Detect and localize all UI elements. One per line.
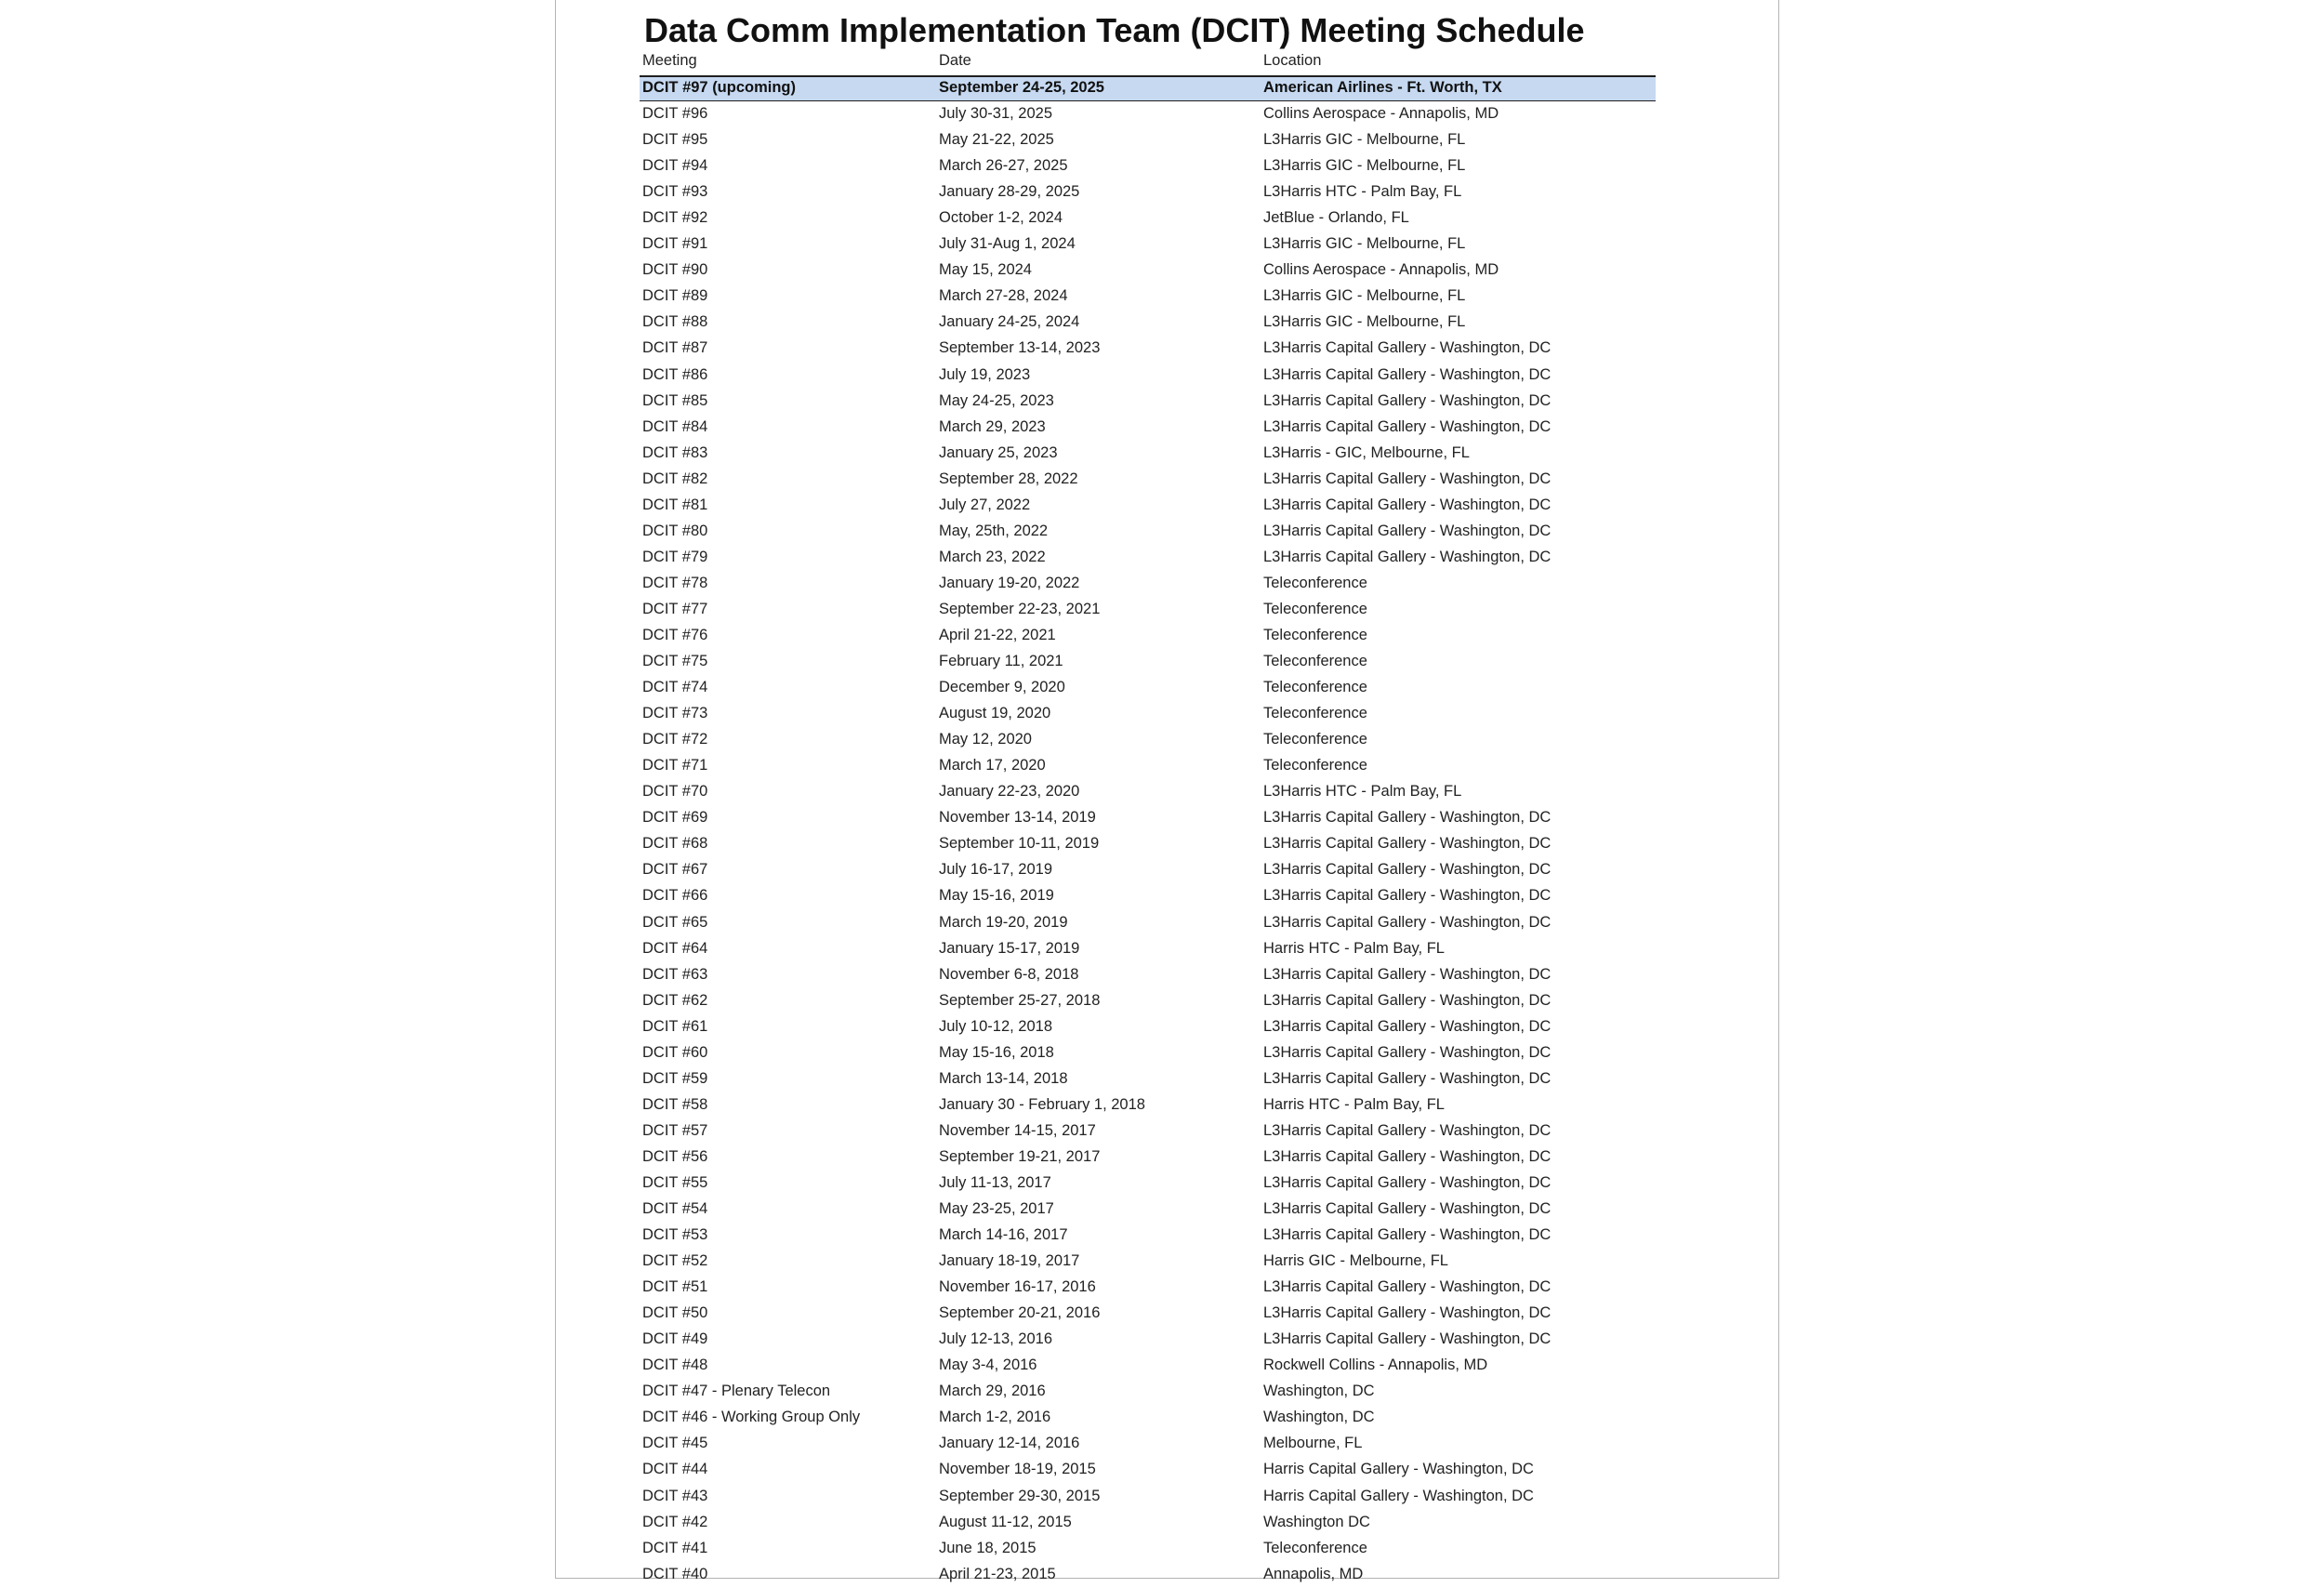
location-cell: L3Harris - GIC, Melbourne, FL bbox=[1263, 443, 1470, 461]
meeting-cell: DCIT #62 bbox=[642, 991, 708, 1009]
table-row bbox=[640, 232, 1656, 258]
table-row bbox=[640, 649, 1656, 675]
column-header-meeting: Meeting bbox=[642, 52, 697, 69]
meeting-cell: DCIT #53 bbox=[642, 1226, 708, 1244]
location-cell: L3Harris Capital Gallery - Washington, DC bbox=[1263, 496, 1552, 513]
location-cell: L3Harris Capital Gallery - Washington, DC bbox=[1263, 1069, 1552, 1087]
date-cell: November 16-17, 2016 bbox=[939, 1278, 1096, 1296]
date-cell: January 15-17, 2019 bbox=[939, 939, 1080, 957]
meeting-cell: DCIT #54 bbox=[642, 1200, 708, 1218]
meeting-cell: DCIT #42 bbox=[642, 1513, 708, 1530]
location-cell: L3Harris GIC - Melbourne, FL bbox=[1263, 313, 1466, 331]
location-cell: American Airlines - Ft. Worth, TX bbox=[1263, 79, 1502, 96]
date-cell: September 28, 2022 bbox=[939, 470, 1078, 487]
table-row bbox=[640, 284, 1656, 310]
location-cell: L3Harris Capital Gallery - Washington, DC bbox=[1263, 365, 1552, 383]
date-cell: May, 25th, 2022 bbox=[939, 522, 1049, 539]
date-cell: November 18-19, 2015 bbox=[939, 1461, 1096, 1478]
location-cell: Teleconference bbox=[1263, 705, 1367, 722]
date-cell: July 27, 2022 bbox=[939, 496, 1031, 513]
meeting-cell: DCIT #64 bbox=[642, 939, 708, 957]
location-cell: L3Harris GIC - Melbourne, FL bbox=[1263, 235, 1466, 253]
location-cell: Teleconference bbox=[1263, 653, 1367, 670]
meeting-cell: DCIT #76 bbox=[642, 626, 708, 643]
location-cell: Collins Aerospace - Annapolis, MD bbox=[1263, 105, 1499, 123]
meeting-cell: DCIT #90 bbox=[642, 261, 708, 279]
table-row bbox=[640, 1353, 1656, 1379]
location-cell: L3Harris HTC - Palm Bay, FL bbox=[1263, 183, 1462, 201]
meeting-cell: DCIT #49 bbox=[642, 1330, 708, 1348]
meeting-cell: DCIT #59 bbox=[642, 1069, 708, 1087]
date-cell: May 3-4, 2016 bbox=[939, 1356, 1037, 1374]
date-cell: September 20-21, 2016 bbox=[939, 1304, 1101, 1322]
table-row bbox=[640, 883, 1656, 909]
location-cell: Harris Capital Gallery - Washington, DC bbox=[1263, 1461, 1534, 1478]
location-cell: L3Harris Capital Gallery - Washington, DC bbox=[1263, 965, 1552, 983]
date-cell: July 16-17, 2019 bbox=[939, 861, 1053, 879]
table-row bbox=[640, 467, 1656, 493]
location-cell: L3Harris Capital Gallery - Washington, DC bbox=[1263, 1043, 1552, 1061]
meeting-cell: DCIT #77 bbox=[642, 600, 708, 617]
date-cell: March 19-20, 2019 bbox=[939, 913, 1068, 931]
meeting-cell: DCIT #95 bbox=[642, 131, 708, 149]
table-row bbox=[640, 1457, 1656, 1483]
date-cell: August 19, 2020 bbox=[939, 705, 1051, 722]
table-row bbox=[640, 936, 1656, 962]
meeting-cell: DCIT #86 bbox=[642, 365, 708, 383]
table-row bbox=[640, 597, 1656, 623]
table-row-upcoming bbox=[640, 75, 1656, 101]
location-cell: L3Harris Capital Gallery - Washington, DC bbox=[1263, 391, 1552, 409]
date-cell: March 1-2, 2016 bbox=[939, 1409, 1051, 1426]
meeting-cell: DCIT #79 bbox=[642, 548, 708, 565]
meeting-cell: DCIT #45 bbox=[642, 1435, 708, 1452]
location-cell: Annapolis, MD bbox=[1263, 1565, 1364, 1582]
meeting-cell: DCIT #48 bbox=[642, 1356, 708, 1374]
location-cell: L3Harris Capital Gallery - Washington, DC bbox=[1263, 1017, 1552, 1035]
table-row bbox=[640, 1405, 1656, 1431]
meeting-cell: DCIT #75 bbox=[642, 653, 708, 670]
table-row bbox=[640, 519, 1656, 545]
location-cell: L3Harris Capital Gallery - Washington, DC bbox=[1263, 417, 1552, 435]
date-cell: March 17, 2020 bbox=[939, 757, 1046, 774]
date-cell: January 19-20, 2022 bbox=[939, 574, 1080, 591]
meeting-cell: DCIT #84 bbox=[642, 417, 708, 435]
location-cell: L3Harris Capital Gallery - Washington, DC bbox=[1263, 809, 1552, 827]
location-cell: L3Harris GIC - Melbourne, FL bbox=[1263, 287, 1466, 305]
meeting-cell: DCIT #89 bbox=[642, 287, 708, 305]
location-cell: L3Harris Capital Gallery - Washington, DC bbox=[1263, 470, 1552, 487]
date-cell: April 21-23, 2015 bbox=[939, 1565, 1056, 1582]
table-row bbox=[640, 101, 1656, 127]
date-cell: March 29, 2023 bbox=[939, 417, 1046, 435]
meeting-cell: DCIT #82 bbox=[642, 470, 708, 487]
location-cell: Harris HTC - Palm Bay, FL bbox=[1263, 1095, 1445, 1113]
date-cell: September 10-11, 2019 bbox=[939, 835, 1100, 853]
meeting-cell: DCIT #55 bbox=[642, 1173, 708, 1191]
table-row bbox=[640, 179, 1656, 205]
table-row bbox=[640, 545, 1656, 571]
table-row bbox=[640, 1066, 1656, 1092]
table-row bbox=[640, 1536, 1656, 1562]
table-row bbox=[640, 623, 1656, 649]
table-row bbox=[640, 153, 1656, 179]
date-cell: March 13-14, 2018 bbox=[939, 1069, 1068, 1087]
meeting-cell: DCIT #56 bbox=[642, 1147, 708, 1165]
date-cell: January 24-25, 2024 bbox=[939, 313, 1080, 331]
meeting-cell: DCIT #73 bbox=[642, 705, 708, 722]
date-cell: September 13-14, 2023 bbox=[939, 339, 1101, 357]
location-cell: Teleconference bbox=[1263, 574, 1367, 591]
table-row bbox=[640, 701, 1656, 727]
meeting-cell: DCIT #50 bbox=[642, 1304, 708, 1322]
meeting-cell: DCIT #72 bbox=[642, 731, 708, 748]
date-cell: March 27-28, 2024 bbox=[939, 287, 1068, 305]
location-cell: Harris Capital Gallery - Washington, DC bbox=[1263, 1487, 1534, 1504]
table-row bbox=[640, 779, 1656, 805]
date-cell: May 23-25, 2017 bbox=[939, 1200, 1054, 1218]
date-cell: November 13-14, 2019 bbox=[939, 809, 1096, 827]
location-cell: L3Harris Capital Gallery - Washington, DC bbox=[1263, 991, 1552, 1009]
meeting-cell: DCIT #93 bbox=[642, 183, 708, 201]
table-row bbox=[640, 727, 1656, 753]
meeting-cell: DCIT #83 bbox=[642, 443, 708, 461]
date-cell: March 26-27, 2025 bbox=[939, 157, 1068, 175]
meeting-cell: DCIT #47 - Plenary Telecon bbox=[642, 1383, 831, 1400]
meeting-cell: DCIT #88 bbox=[642, 313, 708, 331]
location-cell: L3Harris Capital Gallery - Washington, DC bbox=[1263, 835, 1552, 853]
table-row bbox=[640, 1223, 1656, 1249]
table-row bbox=[640, 1562, 1656, 1588]
table-row bbox=[640, 1379, 1656, 1405]
location-cell: JetBlue - Orlando, FL bbox=[1263, 209, 1409, 227]
location-cell: L3Harris GIC - Melbourne, FL bbox=[1263, 131, 1466, 149]
location-cell: L3Harris Capital Gallery - Washington, DC bbox=[1263, 887, 1552, 905]
date-cell: June 18, 2015 bbox=[939, 1539, 1037, 1556]
date-cell: January 22-23, 2020 bbox=[939, 783, 1080, 801]
meeting-cell: DCIT #70 bbox=[642, 783, 708, 801]
table-row bbox=[640, 363, 1656, 389]
meeting-cell: DCIT #96 bbox=[642, 105, 708, 123]
location-cell: L3Harris Capital Gallery - Washington, DC bbox=[1263, 1147, 1552, 1165]
date-cell: April 21-22, 2021 bbox=[939, 626, 1056, 643]
location-cell: L3Harris Capital Gallery - Washington, DC bbox=[1263, 1226, 1552, 1244]
location-cell: L3Harris Capital Gallery - Washington, DC bbox=[1263, 522, 1552, 539]
date-cell: July 30-31, 2025 bbox=[939, 105, 1053, 123]
meeting-cell: DCIT #68 bbox=[642, 835, 708, 853]
table-row bbox=[640, 1275, 1656, 1301]
location-cell: Teleconference bbox=[1263, 731, 1367, 748]
date-cell: September 22-23, 2021 bbox=[939, 600, 1101, 617]
date-cell: September 25-27, 2018 bbox=[939, 991, 1101, 1009]
table-row bbox=[640, 962, 1656, 988]
meeting-cell: DCIT #65 bbox=[642, 913, 708, 931]
table-row bbox=[640, 1431, 1656, 1457]
location-cell: L3Harris Capital Gallery - Washington, DC bbox=[1263, 1330, 1552, 1348]
date-cell: July 19, 2023 bbox=[939, 365, 1031, 383]
meeting-cell: DCIT #51 bbox=[642, 1278, 708, 1296]
table-row bbox=[640, 1040, 1656, 1066]
meeting-list bbox=[640, 75, 1656, 1588]
location-cell: L3Harris Capital Gallery - Washington, DC bbox=[1263, 548, 1552, 565]
meeting-cell: DCIT #92 bbox=[642, 209, 708, 227]
table-row bbox=[640, 753, 1656, 779]
table-row bbox=[640, 310, 1656, 336]
date-cell: September 24-25, 2025 bbox=[939, 79, 1104, 96]
table-row bbox=[640, 857, 1656, 883]
location-cell: Teleconference bbox=[1263, 1539, 1367, 1556]
date-cell: January 12-14, 2016 bbox=[939, 1435, 1080, 1452]
date-cell: March 14-16, 2017 bbox=[939, 1226, 1068, 1244]
schedule-page bbox=[555, 0, 1779, 1582]
table-row bbox=[640, 415, 1656, 441]
date-cell: July 12-13, 2016 bbox=[939, 1330, 1053, 1348]
location-cell: L3Harris Capital Gallery - Washington, DC bbox=[1263, 339, 1552, 357]
meeting-cell: DCIT #71 bbox=[642, 757, 708, 774]
date-cell: July 31-Aug 1, 2024 bbox=[939, 235, 1076, 253]
meeting-cell: DCIT #61 bbox=[642, 1017, 708, 1035]
table-row bbox=[640, 1301, 1656, 1327]
date-cell: July 11-13, 2017 bbox=[939, 1173, 1051, 1191]
location-cell: Washington, DC bbox=[1263, 1383, 1375, 1400]
table-row bbox=[640, 831, 1656, 857]
location-cell: Collins Aerospace - Annapolis, MD bbox=[1263, 261, 1499, 279]
meeting-cell: DCIT #85 bbox=[642, 391, 708, 409]
table-row bbox=[640, 1145, 1656, 1171]
date-cell: January 18-19, 2017 bbox=[939, 1252, 1080, 1270]
date-cell: December 9, 2020 bbox=[939, 679, 1065, 696]
page-title: Data Comm Implementation Team (DCIT) Meeting Schedule bbox=[644, 11, 1585, 49]
meeting-cell: DCIT #87 bbox=[642, 339, 708, 357]
date-cell: May 15, 2024 bbox=[939, 261, 1032, 279]
date-cell: May 21-22, 2025 bbox=[939, 131, 1054, 149]
location-cell: Teleconference bbox=[1263, 600, 1367, 617]
location-cell: L3Harris Capital Gallery - Washington, DC bbox=[1263, 1278, 1552, 1296]
location-cell: Washington, DC bbox=[1263, 1409, 1375, 1426]
table-row bbox=[640, 1171, 1656, 1197]
meeting-cell: DCIT #81 bbox=[642, 496, 708, 513]
location-cell: L3Harris Capital Gallery - Washington, DC bbox=[1263, 861, 1552, 879]
date-cell: August 11-12, 2015 bbox=[939, 1513, 1072, 1530]
table-row bbox=[640, 1327, 1656, 1353]
meeting-cell: DCIT #40 bbox=[642, 1565, 708, 1582]
meeting-cell: DCIT #78 bbox=[642, 574, 708, 591]
location-cell: L3Harris Capital Gallery - Washington, DC bbox=[1263, 1173, 1552, 1191]
date-cell: March 29, 2016 bbox=[939, 1383, 1046, 1400]
date-cell: May 24-25, 2023 bbox=[939, 391, 1054, 409]
table-row bbox=[640, 441, 1656, 467]
table-row bbox=[640, 910, 1656, 936]
meeting-cell: DCIT #43 bbox=[642, 1487, 708, 1504]
location-cell: Harris HTC - Palm Bay, FL bbox=[1263, 939, 1445, 957]
table-row bbox=[640, 127, 1656, 153]
date-cell: May 15-16, 2018 bbox=[939, 1043, 1054, 1061]
meeting-cell: DCIT #57 bbox=[642, 1121, 708, 1139]
table-row bbox=[640, 1092, 1656, 1118]
table-row bbox=[640, 1484, 1656, 1510]
table-row bbox=[640, 1014, 1656, 1040]
date-cell: September 29-30, 2015 bbox=[939, 1487, 1101, 1504]
meeting-cell: DCIT #52 bbox=[642, 1252, 708, 1270]
meeting-cell: DCIT #63 bbox=[642, 965, 708, 983]
location-cell: Washington DC bbox=[1263, 1513, 1370, 1530]
table-row bbox=[640, 1197, 1656, 1223]
date-cell: March 23, 2022 bbox=[939, 548, 1046, 565]
date-cell: November 14-15, 2017 bbox=[939, 1121, 1096, 1139]
location-cell: Melbourne, FL bbox=[1263, 1435, 1363, 1452]
column-header-location: Location bbox=[1263, 52, 1322, 69]
location-cell: Rockwell Collins - Annapolis, MD bbox=[1263, 1356, 1488, 1374]
table-row bbox=[640, 205, 1656, 232]
location-cell: L3Harris Capital Gallery - Washington, DC bbox=[1263, 1304, 1552, 1322]
date-cell: July 10-12, 2018 bbox=[939, 1017, 1053, 1035]
location-cell: L3Harris Capital Gallery - Washington, DC bbox=[1263, 1200, 1552, 1218]
meeting-cell: DCIT #44 bbox=[642, 1461, 708, 1478]
table-row bbox=[640, 1249, 1656, 1275]
date-cell: May 15-16, 2019 bbox=[939, 887, 1054, 905]
date-cell: October 1-2, 2024 bbox=[939, 209, 1063, 227]
location-cell: L3Harris Capital Gallery - Washington, DC bbox=[1263, 1121, 1552, 1139]
meeting-cell: DCIT #41 bbox=[642, 1539, 708, 1556]
meeting-cell: DCIT #97 (upcoming) bbox=[642, 79, 797, 96]
location-cell: L3Harris GIC - Melbourne, FL bbox=[1263, 157, 1466, 175]
table-row bbox=[640, 336, 1656, 362]
table-row bbox=[640, 258, 1656, 284]
meeting-cell: DCIT #67 bbox=[642, 861, 708, 879]
date-cell: May 12, 2020 bbox=[939, 731, 1032, 748]
date-cell: November 6-8, 2018 bbox=[939, 965, 1079, 983]
table-row bbox=[640, 675, 1656, 701]
column-header-date: Date bbox=[939, 52, 971, 69]
table-row bbox=[640, 805, 1656, 831]
table-row bbox=[640, 389, 1656, 415]
date-cell: January 25, 2023 bbox=[939, 443, 1058, 461]
location-cell: Teleconference bbox=[1263, 679, 1367, 696]
table-row bbox=[640, 1118, 1656, 1145]
meeting-cell: DCIT #60 bbox=[642, 1043, 708, 1061]
location-cell: Teleconference bbox=[1263, 626, 1367, 643]
meeting-cell: DCIT #74 bbox=[642, 679, 708, 696]
meeting-cell: DCIT #46 - Working Group Only bbox=[642, 1409, 861, 1426]
meeting-cell: DCIT #91 bbox=[642, 235, 708, 253]
meeting-cell: DCIT #58 bbox=[642, 1095, 708, 1113]
location-cell: Teleconference bbox=[1263, 757, 1367, 774]
location-cell: L3Harris Capital Gallery - Washington, DC bbox=[1263, 913, 1552, 931]
meeting-cell: DCIT #69 bbox=[642, 809, 708, 827]
meeting-cell: DCIT #66 bbox=[642, 887, 708, 905]
location-cell: Harris GIC - Melbourne, FL bbox=[1263, 1252, 1448, 1270]
column-headers bbox=[642, 52, 1656, 73]
table-row bbox=[640, 1510, 1656, 1536]
table-row bbox=[640, 493, 1656, 519]
date-cell: January 30 - February 1, 2018 bbox=[939, 1095, 1145, 1113]
meeting-cell: DCIT #80 bbox=[642, 522, 708, 539]
date-cell: January 28-29, 2025 bbox=[939, 183, 1080, 201]
date-cell: February 11, 2021 bbox=[939, 653, 1063, 670]
date-cell: September 19-21, 2017 bbox=[939, 1147, 1101, 1165]
table-row bbox=[640, 988, 1656, 1014]
location-cell: L3Harris HTC - Palm Bay, FL bbox=[1263, 783, 1462, 801]
meeting-cell: DCIT #94 bbox=[642, 157, 708, 175]
table-row bbox=[640, 571, 1656, 597]
